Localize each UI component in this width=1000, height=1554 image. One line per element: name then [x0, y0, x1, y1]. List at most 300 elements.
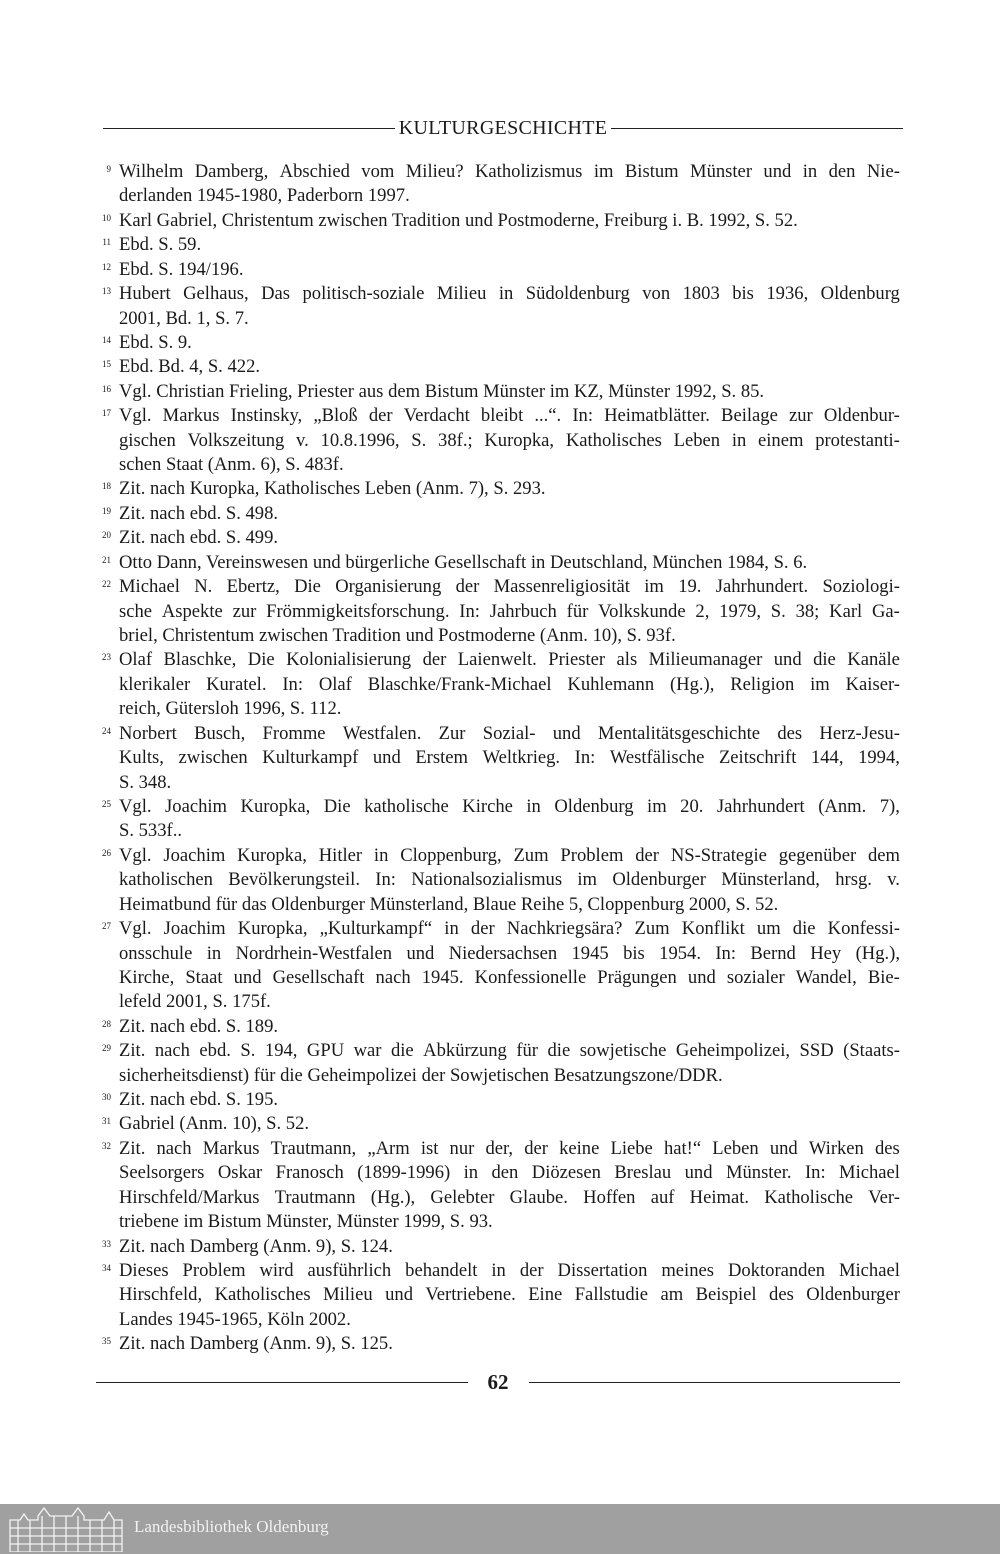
- word: Leben: [673, 429, 721, 451]
- word: der: [455, 576, 480, 598]
- footnote-line: Vgl. Christian Frieling, Priester aus dem Bistum Münster im KZ, Münster 1992, S. 85.: [119, 380, 765, 402]
- footnote-line: Zit. nach Damberg (Anm. 9), S. 125.: [119, 1333, 393, 1355]
- footnote-line: [119, 1259, 900, 1283]
- word: ist: [420, 1137, 439, 1159]
- word: 20.: [680, 795, 704, 817]
- word: die: [390, 1040, 414, 1062]
- word: Beilage: [721, 405, 778, 427]
- word: 38f.;: [438, 429, 473, 451]
- footnote-number: 19: [102, 505, 111, 516]
- word: Eine: [528, 1284, 563, 1306]
- word: Oldenburger: [612, 869, 706, 891]
- word: im: [644, 576, 664, 598]
- word: Jahrhundert: [716, 795, 805, 817]
- footnote: [102, 722, 900, 795]
- word: in: [463, 1162, 479, 1184]
- footnote-number: 11: [102, 237, 111, 248]
- word: Kirche: [462, 795, 513, 817]
- word: gegenüber: [778, 844, 857, 866]
- word: (Hg.),: [669, 673, 715, 695]
- word: Weltkrieg.: [482, 747, 561, 769]
- word: in: [373, 844, 389, 866]
- footnote-number: 9: [106, 164, 111, 174]
- word: 1954.: [659, 942, 701, 964]
- word: Bistum: [624, 161, 679, 182]
- word: Kuropka,: [484, 429, 555, 451]
- footnote: [102, 404, 900, 477]
- footnote-line: Zit. nach ebd. S. 189.: [119, 1015, 279, 1037]
- footnote-line: [119, 722, 900, 746]
- word: sche: [119, 600, 153, 622]
- word: Blaschke,: [163, 649, 237, 671]
- footnote-line: [119, 795, 900, 819]
- word: Kaiser-: [845, 673, 900, 695]
- footnote-number: 10: [102, 212, 111, 223]
- word: der: [524, 1137, 548, 1159]
- word: in: [491, 1259, 506, 1281]
- footnote-line: sicherheitsdienst) für die Geheimpolizei der Sowjetischen Besatzungszone/DDR.: [119, 1064, 723, 1086]
- word: und: [763, 161, 792, 182]
- word: und: [773, 649, 802, 671]
- word: zwischen: [178, 747, 248, 769]
- word: Diözesen: [531, 1162, 601, 1184]
- word: Oldenburger: [806, 1284, 900, 1306]
- word: und: [687, 966, 716, 988]
- word: Katholisches: [214, 1284, 311, 1306]
- word: Gelhaus,: [183, 283, 249, 305]
- footnote-number: 29: [102, 1043, 111, 1054]
- word: GPU: [306, 1040, 345, 1062]
- word: Wirken: [808, 1137, 864, 1159]
- footnote-line: [119, 1186, 900, 1210]
- word: vom: [361, 161, 395, 182]
- word: Zum: [634, 918, 670, 940]
- word: zur: [232, 600, 257, 622]
- word: (Staats-: [843, 1040, 900, 1062]
- word: Milieu?: [405, 161, 464, 182]
- word: Verdacht: [403, 405, 470, 427]
- footnote-number: 31: [102, 1116, 111, 1127]
- footnote-number: 30: [102, 1092, 111, 1103]
- library-name: Landesbibliothek Oldenburg: [134, 1517, 329, 1536]
- footnote-line: Zit. nach Kuropka, Katholisches Leben (Anm. 7), S. 293.: [119, 478, 546, 500]
- footnote-line: [119, 868, 900, 892]
- footnote-line: [119, 429, 900, 453]
- footnote-number: 17: [102, 408, 111, 419]
- word: des: [769, 1284, 794, 1306]
- footnote: [102, 1039, 900, 1088]
- word: meines: [661, 1259, 714, 1281]
- word: Bevölkerungsteil.: [228, 869, 360, 891]
- word: Laienwelt.: [457, 649, 537, 671]
- footer-rule-right: [529, 1382, 901, 1383]
- word: Massenreligiosität: [493, 576, 630, 598]
- footnote-number: 25: [102, 798, 111, 809]
- word: den: [828, 161, 856, 182]
- footnote-line: Heimatbund für das Oldenburger Münsterland, Blaue Reihe 5, Cloppenburg 2000, S. 52.: [119, 893, 779, 915]
- footnote-line: Zit. nach ebd. S. 499.: [119, 527, 279, 549]
- word: 1994,: [858, 747, 900, 769]
- footnote-line: [119, 1161, 900, 1185]
- word: der: [422, 649, 447, 671]
- footnote: [102, 526, 900, 550]
- footnote: [102, 380, 900, 404]
- word: im: [810, 673, 830, 695]
- word: Ga-: [871, 600, 900, 622]
- word: Südoldenburg: [525, 283, 630, 305]
- word: ausführlich: [307, 1259, 392, 1281]
- word: Zit.: [119, 1040, 146, 1062]
- word: Gesellschaft: [272, 966, 365, 988]
- footnote-line: [119, 746, 900, 770]
- word: Kirche,: [119, 966, 175, 988]
- word: Zur: [438, 722, 466, 744]
- word: Zit.: [119, 1137, 146, 1159]
- word: Trautmann,: [270, 1137, 357, 1159]
- footnote-number: 24: [102, 725, 111, 736]
- word: Blaschke/Frank-Michael: [367, 673, 552, 695]
- footnote-number: 34: [102, 1262, 111, 1273]
- word: Kuratel.: [206, 673, 267, 695]
- word: 144,: [810, 747, 844, 769]
- word: Volkszeitung: [187, 429, 285, 451]
- word: den: [491, 1162, 519, 1184]
- word: bis: [732, 283, 754, 305]
- word: in: [526, 795, 541, 817]
- word: Milieu: [436, 283, 487, 305]
- word: Ver-: [868, 1186, 900, 1208]
- word: Wandel,: [795, 966, 857, 988]
- word: und: [406, 942, 435, 964]
- word: Damberg,: [194, 161, 269, 182]
- word: onsschule: [119, 942, 193, 964]
- footnote-line: Ebd. S. 9.: [119, 331, 192, 353]
- word: (Anm.: [818, 795, 867, 817]
- footnote-line: Ebd. Bd. 4, S. 422.: [119, 356, 261, 378]
- word: Geheimpolizei,: [675, 1040, 791, 1062]
- word: hrsg.: [835, 869, 872, 891]
- word: Vgl.: [119, 405, 152, 427]
- footnote-line: 2001, Bd. 1, S. 7.: [119, 307, 249, 329]
- word: Mentalitätsgeschichte: [597, 722, 761, 744]
- word: bleibt: [480, 405, 524, 427]
- footnote-line: [119, 673, 900, 697]
- word: Oldenburg: [554, 795, 634, 817]
- word: der: [368, 405, 393, 427]
- footnote-line: S. 348.: [119, 771, 172, 793]
- word: Heimatblätter.: [604, 405, 710, 427]
- word: einem: [758, 429, 804, 451]
- word: Vertriebene.: [425, 1284, 516, 1306]
- word: Michael: [119, 576, 180, 598]
- footnote-line: [119, 844, 900, 868]
- section-title: KULTURGESCHICHTE: [398, 117, 608, 139]
- footnote-line: Gabriel (Anm. 10), S. 52.: [119, 1113, 310, 1135]
- word: Konflikt: [681, 918, 745, 940]
- word: S.: [240, 1040, 256, 1062]
- word: Abschied: [279, 161, 350, 182]
- footnote: [102, 648, 900, 721]
- word: Die: [294, 576, 321, 598]
- word: hat!“: [663, 1137, 702, 1159]
- footnote: [102, 1015, 900, 1039]
- footnote: [102, 502, 900, 526]
- word: Vgl.: [119, 918, 152, 940]
- word: Hey: [810, 942, 842, 964]
- footnote-number: 12: [102, 261, 111, 272]
- word: Joachim: [163, 918, 226, 940]
- word: im: [647, 795, 667, 817]
- footnote: [102, 477, 900, 501]
- word: In:: [572, 405, 593, 427]
- word: Norbert: [119, 722, 177, 744]
- word: Instinsky,: [230, 405, 303, 427]
- word: und: [769, 1137, 798, 1159]
- word: nach: [154, 1040, 190, 1062]
- word: und: [684, 1162, 713, 1184]
- word: Münsterland,: [721, 869, 820, 891]
- word: in: [731, 429, 747, 451]
- footnote-line: Karl Gabriel, Christentum zwischen Tradition und Postmoderne, Freiburg i. B. 1992, S. 52.: [119, 209, 798, 231]
- word: Busch,: [194, 722, 246, 744]
- word: 19.: [678, 576, 702, 598]
- footnote-line: lefeld 2001, S. 175f.: [119, 991, 271, 1013]
- footnote-line: schen Staat (Anm. 6), S. 483f.: [119, 454, 344, 476]
- word: sowjetische: [579, 1040, 667, 1062]
- footnote-number: 13: [102, 286, 111, 297]
- word: Konfessi-: [827, 918, 900, 940]
- footnote: [102, 1137, 900, 1235]
- library-building-logo-icon: [8, 1506, 124, 1552]
- word: Kanäle: [847, 649, 900, 671]
- word: Karl: [829, 600, 863, 622]
- word: Katholisches: [565, 429, 662, 451]
- word: katholischen: [119, 869, 213, 891]
- word: Hirschfeld,: [119, 1284, 203, 1306]
- word: von: [642, 283, 671, 305]
- word: Hoffen: [583, 1186, 636, 1208]
- word: 1936,: [766, 283, 809, 305]
- footnote: [106, 160, 900, 209]
- word: war: [353, 1040, 382, 1062]
- word: Dieses: [119, 1259, 169, 1281]
- word: in: [206, 942, 222, 964]
- word: Kuropka,: [237, 844, 307, 866]
- footnote-line: [119, 600, 900, 624]
- footnote-line: [119, 648, 900, 672]
- word: und: [385, 1284, 413, 1306]
- word: Kulturkampf: [262, 747, 359, 769]
- word: Westfalen.: [342, 722, 422, 744]
- word: Bie-: [867, 966, 900, 988]
- word: Zum: [513, 844, 549, 866]
- word: SSD: [799, 1040, 834, 1062]
- word: Kuropka,: [237, 918, 308, 940]
- word: nur: [449, 1137, 475, 1159]
- word: Fromme: [262, 722, 326, 744]
- footnote: [102, 795, 900, 844]
- word: Heimat.: [689, 1186, 750, 1208]
- word: Wilhelm: [119, 161, 184, 182]
- word: im: [577, 869, 598, 891]
- footnote: [102, 355, 900, 379]
- footnote-line: [119, 917, 900, 941]
- word: dem: [867, 844, 900, 866]
- footnote-number: 14: [102, 334, 111, 345]
- word: Niedersachsen: [448, 942, 558, 964]
- word: des: [777, 722, 803, 744]
- word: In:: [574, 747, 596, 769]
- word: Katholizismus: [475, 161, 583, 182]
- word: Nachkriegsära?: [506, 918, 623, 940]
- word: Oskar: [217, 1162, 263, 1184]
- word: am: [660, 1284, 684, 1306]
- word: (1899-1996): [357, 1162, 451, 1184]
- word: Frömmigkeitsforschung.: [266, 600, 450, 622]
- word: Liebe: [610, 1137, 653, 1159]
- word: Hubert: [119, 283, 171, 305]
- word: die: [813, 649, 836, 671]
- word: politisch-soziale: [302, 283, 425, 305]
- page-footer: [96, 1370, 900, 1395]
- word: Markus: [162, 405, 220, 427]
- word: Joachim: [165, 795, 228, 817]
- footnote-number: 21: [102, 554, 111, 565]
- word: Cloppenburg,: [400, 844, 502, 866]
- word: des: [874, 1137, 900, 1159]
- word: 38;: [795, 600, 820, 622]
- word: Markus: [202, 1137, 260, 1159]
- word: in: [498, 283, 514, 305]
- word: Volkskunde: [598, 600, 686, 622]
- footnote: [102, 1259, 900, 1332]
- footnote: [102, 917, 900, 1015]
- word: Olaf: [119, 649, 153, 671]
- footnote-line: reich, Gütersloh 1996, S. 112.: [119, 698, 342, 720]
- word: für: [566, 600, 589, 622]
- footnote-line: Otto Dann, Vereinswesen und bürgerliche Gesellschaft in Deutschland, München 1984, S. 6.: [119, 551, 808, 573]
- word: Aspekte: [161, 600, 223, 622]
- word: Priester: [548, 649, 606, 671]
- word: 1803: [682, 283, 720, 305]
- word: In:: [459, 600, 480, 622]
- footnote-number: 20: [102, 530, 111, 541]
- word: Prägungen: [597, 966, 677, 988]
- word: „Arm: [367, 1137, 410, 1159]
- word: Die: [323, 795, 351, 817]
- word: und: [552, 722, 581, 744]
- library-banner: [0, 1504, 1000, 1554]
- word: 1945.: [421, 966, 464, 988]
- word: Joachim: [163, 844, 226, 866]
- word: Kuropka,: [240, 795, 311, 817]
- word: behandelt: [405, 1259, 478, 1281]
- word: für: [516, 1040, 538, 1062]
- word: In:: [804, 1162, 826, 1184]
- word: 194,: [264, 1040, 298, 1062]
- word: protestanti-: [815, 429, 900, 451]
- running-header: [103, 117, 903, 140]
- footnote-line: Zit. nach Damberg (Anm. 9), S. 124.: [119, 1235, 393, 1257]
- footnote-number: 26: [102, 847, 111, 858]
- word: Michael: [839, 1162, 900, 1184]
- word: als: [616, 649, 638, 671]
- footnote-line: [119, 1137, 900, 1161]
- word: Kolonialisierung: [286, 649, 412, 671]
- footnote-number: 35: [102, 1336, 111, 1347]
- word: Staat: [185, 966, 223, 988]
- word: v.: [887, 869, 900, 891]
- footnote-line: [119, 575, 900, 599]
- word: Konfessionelle: [474, 966, 587, 988]
- footnote: [102, 233, 900, 257]
- footnote-line: [119, 942, 900, 966]
- word: der: [470, 918, 495, 940]
- footnote-line: derlanden 1945-1980, Paderborn 1997.: [119, 185, 410, 207]
- word: Fallstudie: [574, 1284, 649, 1306]
- word: nach: [156, 1137, 192, 1159]
- footnote: [102, 575, 900, 648]
- footnote-line: Zit. nach ebd. S. 498.: [119, 502, 279, 524]
- word: keine: [559, 1137, 600, 1159]
- footnote-line: [119, 1039, 900, 1063]
- word: Hirschfeld/Markus: [119, 1186, 260, 1208]
- word: und: [233, 966, 262, 988]
- word: 7),: [879, 795, 900, 817]
- word: Bernd: [750, 942, 796, 964]
- word: der: [519, 1259, 544, 1281]
- word: wird: [259, 1259, 294, 1281]
- footnote: [102, 551, 900, 575]
- footnote: [102, 844, 900, 917]
- word: v.: [296, 429, 309, 451]
- word: Ebertz,: [226, 576, 280, 598]
- word: Milieumanager: [648, 649, 763, 671]
- word: Michael: [838, 1259, 900, 1281]
- word: Kults,: [119, 747, 164, 769]
- word: klerikaler: [119, 673, 191, 695]
- footnote-number: 23: [102, 652, 111, 663]
- footer-rule-left: [96, 1382, 468, 1383]
- footnote-number: 22: [102, 579, 111, 590]
- word: ...“.: [534, 405, 562, 427]
- footnote-number: 16: [102, 383, 111, 394]
- footnote-number: 18: [102, 481, 111, 492]
- word: gischen: [119, 429, 176, 451]
- footnote-number: 32: [102, 1140, 111, 1151]
- word: Jahrbuch: [489, 600, 557, 622]
- footnote: [102, 282, 900, 331]
- footnote-line: S. 533f..: [119, 820, 183, 842]
- word: Glaube.: [509, 1186, 568, 1208]
- word: um: [756, 918, 781, 940]
- word: Herz-Jesu-: [819, 722, 900, 744]
- word: der,: [485, 1137, 514, 1159]
- word: 10.8.1996,: [320, 429, 400, 451]
- word: NS-Strategie: [670, 844, 767, 866]
- word: In:: [375, 869, 396, 891]
- footnote: [102, 209, 900, 233]
- word: (Hg.),: [370, 1186, 416, 1208]
- word: Franosch: [275, 1162, 344, 1184]
- word: Milieu: [323, 1284, 373, 1306]
- word: Nordrhein-Westfalen: [235, 942, 393, 964]
- word: Nationalsozialismus: [411, 869, 563, 891]
- footnote-number: 15: [102, 359, 111, 370]
- word: Doktoranden: [727, 1259, 826, 1281]
- word: S.: [770, 600, 786, 622]
- footnote-number: 33: [102, 1238, 111, 1249]
